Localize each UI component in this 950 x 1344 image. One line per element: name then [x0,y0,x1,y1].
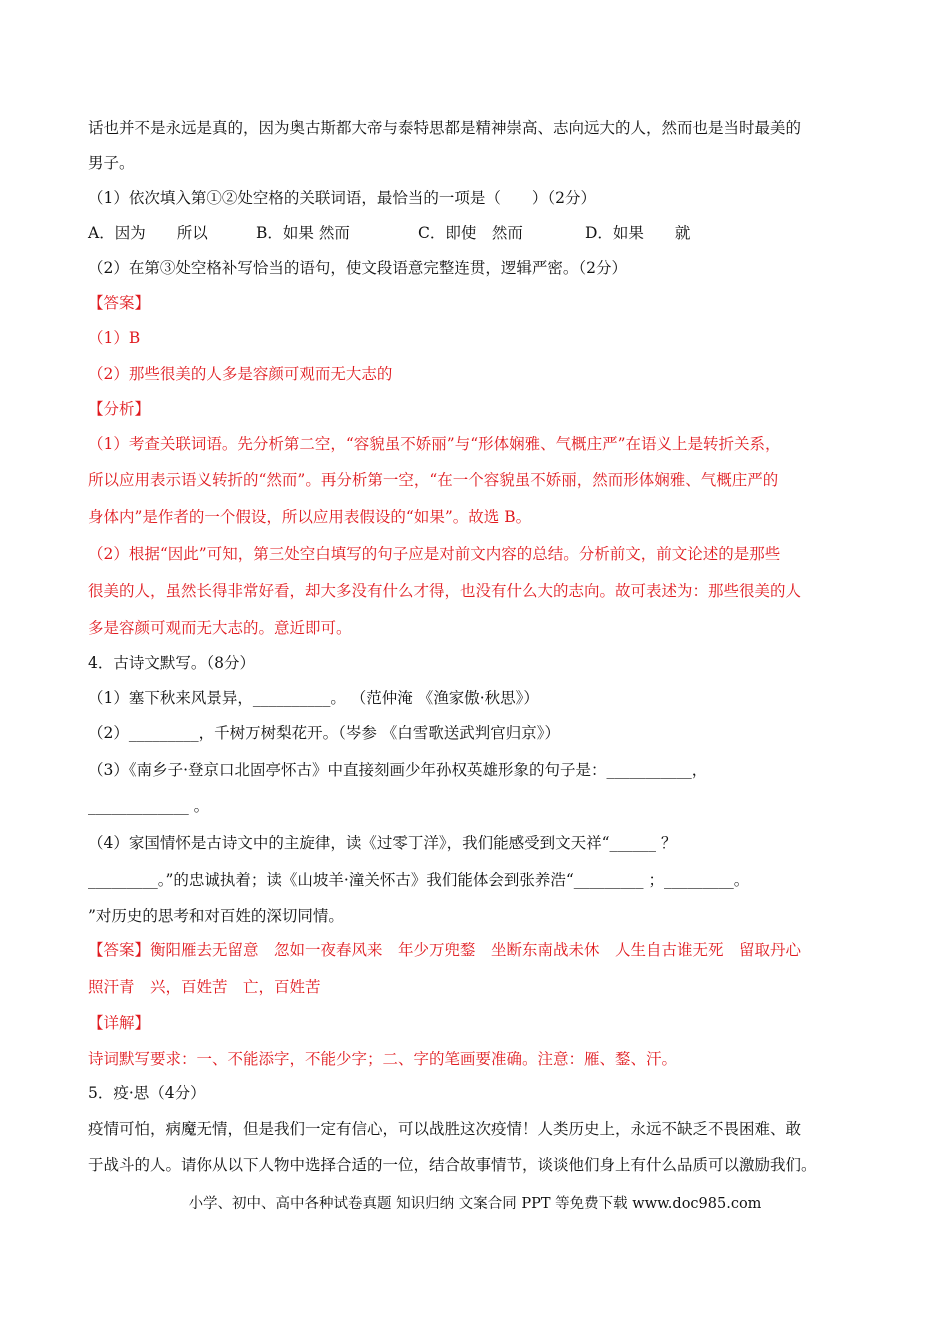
passage-line-2: 男子。 [88,154,135,172]
option-c: C．即使 然而 [418,224,523,242]
answer-4-text: 衡阳雁去无留意 忽如一夜春风来 年少万兜鍪 坐断东南战未休 人生自古谁无死 留取丹心 [150,941,802,959]
option-b: B．如果 然而 [256,224,350,242]
question-4-4-line-3: ”对历史的思考和对百姓的深切同情。 [88,907,344,925]
analysis-line-2: 所以应用表示语义转折的“然而”。再分析第一空，“在一个容貌虽不娇丽，然而形体娴雅、气概庄严的 [88,471,779,489]
answer-heading: 【答案】 [88,294,151,312]
analysis-line-4: （2）根据“因此”可知，第三处空白填写的句子应是对前文内容的总结。分析前文，前文论述的是那些 [88,545,781,563]
question-3-1: （1）依次填入第①②处空格的关联词语，最恰当的一项是（ ）（2分） [88,189,596,207]
answer-2: （2）那些很美的人多是容颜可观而无大志的 [88,365,393,383]
detail-heading: 【详解】 [88,1014,151,1032]
question-5-line-2: 于战斗的人。请你从以下人物中选择合适的一位，结合故事情节，谈谈他们身上有什么品质可以激励我们。 [88,1156,817,1174]
passage-line-1: 话也并不是永远是真的，因为奥古斯都大帝与泰特思都是精神崇高、志向远大的人，然而也是当时最美的 [88,119,802,137]
analysis-line-1: （1）考查关联词语。先分析第二空，“容貌虽不娇丽”与“形体娴雅、气概庄严”在语义上是转折关系， [88,435,781,453]
question-4-3-line-2: _____________ 。 [88,797,210,815]
analysis-line-3: 身体内”是作者的一个假设，所以应用表假设的“如果”。故选 B。 [88,508,532,526]
answer-options [88,223,690,243]
question-4-2: （2）_________，千树万树梨花开。（岑参 《白雪歌送武判官归京》） [88,724,561,742]
answer-4-line-1 [88,940,801,960]
question-3-2: （2）在第③处空格补写恰当的语句，使文段语意完整连贯，逻辑严密。（2分） [88,259,627,277]
analysis-line-6: 多是容颜可观而无大志的。意近即可。 [88,619,352,637]
page-footer: 小学、初中、高中各种试卷真题 知识归纳 文案合同 PPT 等免费下载 www.doc985.com [188,1196,762,1212]
question-5: 5．疫·思（4分） [88,1084,206,1102]
answer-4-line-2: 照汗青 兴，百姓苦 亡，百姓苦 [88,978,321,996]
question-4-4-line-1: （4）家国情怀是古诗文中的主旋律，读《过零丁洋》，我们能感受到文天祥“______ ？ [88,834,677,852]
detail-text: 诗词默写要求：一、不能添字，不能少字；二、字的笔画要准确。注意：雁、鍪、汗。 [88,1050,678,1068]
option-d: D．如果 就 [585,224,691,242]
option-a: A．因为 所以 [88,224,208,242]
question-5-line-1: 疫情可怕，病魔无情，但是我们一定有信心，可以战胜这次疫情！人类历史上，永远不缺乏不畏困难、敢 [88,1120,802,1138]
question-4-4-line-2: _________。”的忠诚执着；读《山坡羊·潼关怀古》我们能体会到张养浩“_________ ；_________。 [88,871,750,889]
analysis-heading: 【分析】 [88,400,151,418]
answer-1: （1）B [88,329,141,347]
answer-4-heading: 【答案】 [88,941,151,959]
question-4-3-line-1: （3）《南乡子·登京口北固亭怀古》中直接刻画少年孙权英雄形象的句子是：___________， [88,761,708,779]
question-4: 4．古诗文默写。（8分） [88,654,255,672]
analysis-line-5: 很美的人，虽然长得非常好看，却大多没有什么才得，也没有什么大的志向。故可表述为：那些很美的人 [88,582,802,600]
question-4-1: （1）塞下秋来风景异，__________。 （范仲淹 《渔家傲·秋思》） [88,689,539,707]
